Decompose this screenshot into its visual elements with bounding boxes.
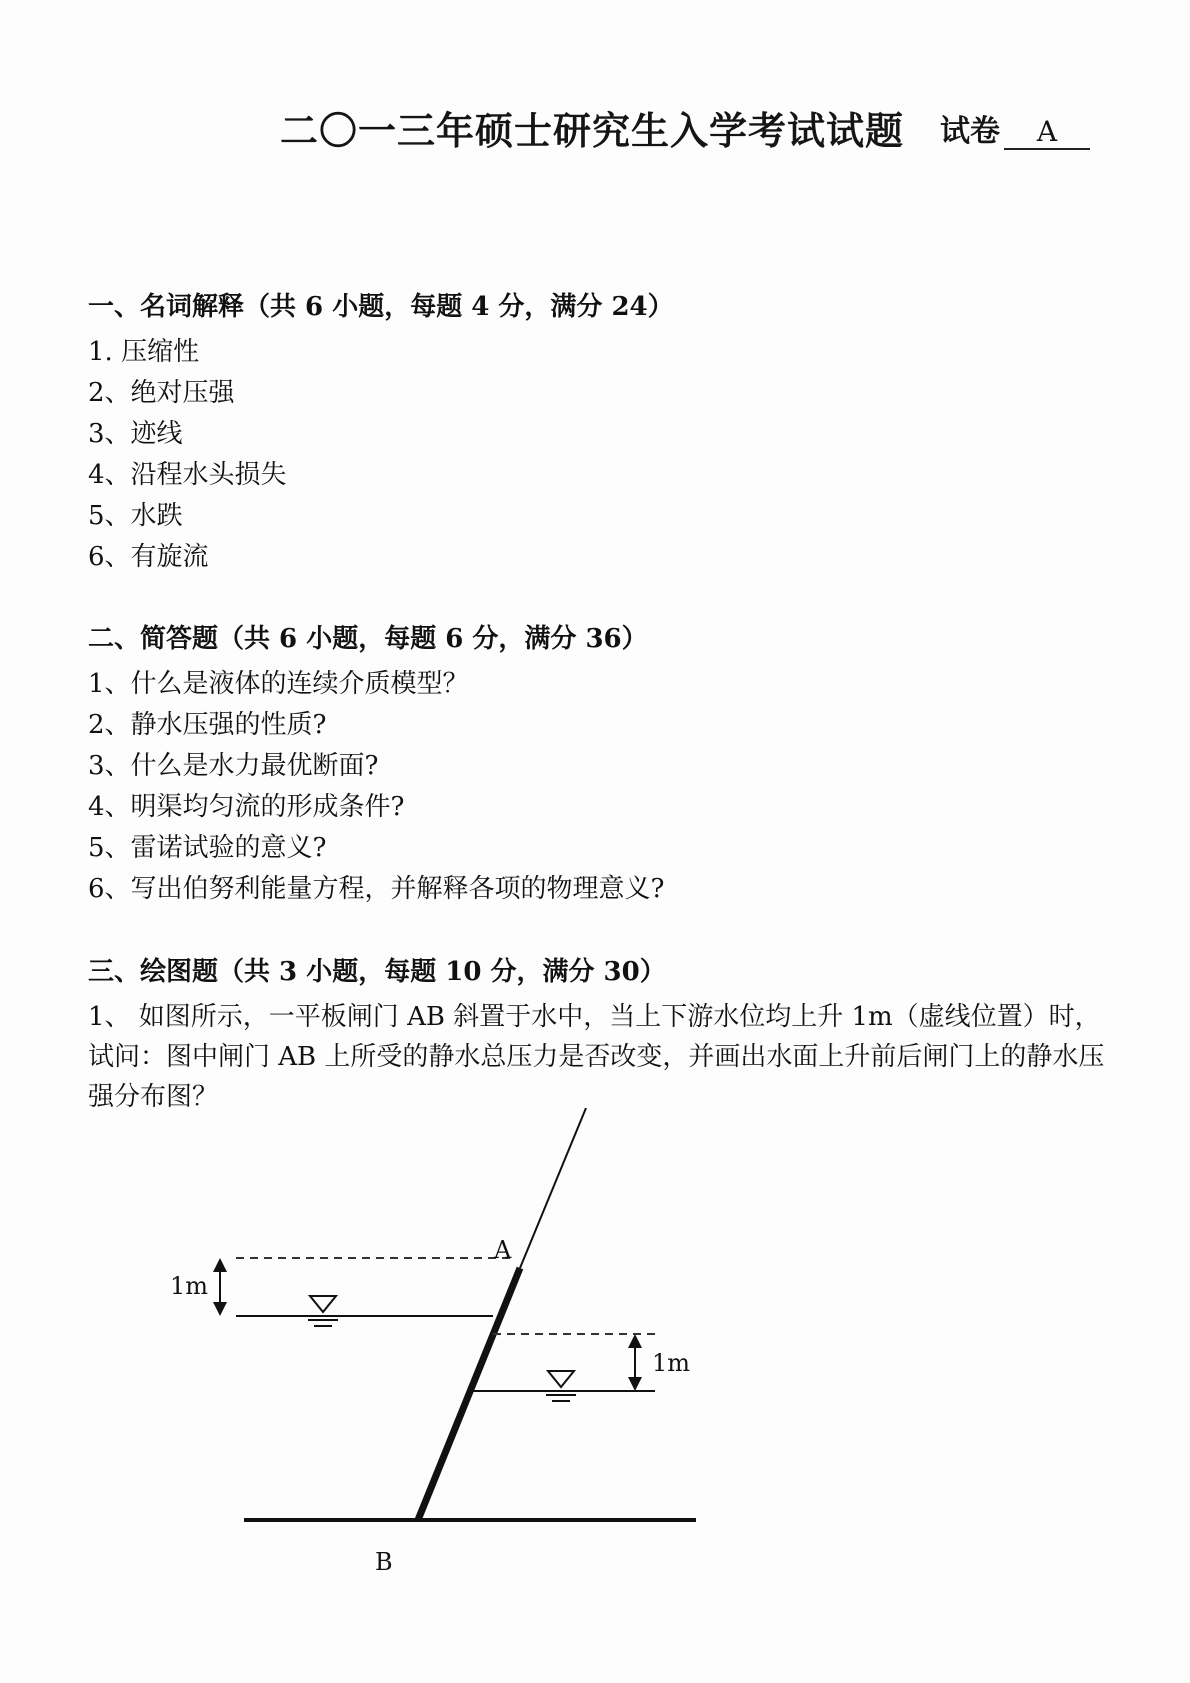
question-item: 6、写出伯努利能量方程，并解释各项的物理意义? — [88, 874, 665, 904]
question-item: 1、什么是液体的连续介质模型？ — [88, 669, 469, 699]
question-item: 3、什么是水力最优断面? — [88, 751, 379, 781]
section-heading: 一、名词解释（共 6 小题，每题 4 分，满分 24） — [88, 292, 674, 322]
section-short-answers — [88, 622, 1108, 910]
question-item: 1. 压缩性 — [88, 337, 200, 367]
paper-label: 试卷 — [940, 114, 1000, 149]
gate-ab — [418, 1268, 520, 1520]
gate-figure — [160, 1108, 760, 1608]
section-heading: 二、简答题（共 6 小题，每题 6 分，满分 36） — [88, 624, 648, 654]
section-definitions — [88, 290, 1108, 578]
question-paragraph: 1、 如图所示，一平板闸门 AB 斜置于水中，当上下游水位均上升 1m（虚线位置）时，试问：图中闸门 AB 上所受的静水总压力是否改变，并画出水面上升前后闸门上的静水压强分布图？ — [88, 1002, 1105, 1112]
water-level-symbol-icon — [546, 1371, 576, 1401]
paper-code: A — [1004, 115, 1090, 150]
gate-extension-line — [520, 1108, 586, 1268]
paper-label-group — [940, 106, 1090, 150]
label-downstream-rise: 1m — [652, 1349, 691, 1377]
label-upstream-rise: 1m — [170, 1272, 209, 1300]
arrow-double-icon — [628, 1334, 642, 1391]
section-drawing — [88, 955, 1108, 1117]
exam-title: 二〇一三年硕士研究生入学考试试题 — [280, 108, 905, 153]
label-a: A — [494, 1236, 512, 1264]
gate-diagram — [160, 1108, 760, 1608]
question-item: 2、静水压强的性质? — [88, 710, 327, 740]
label-b: B — [375, 1548, 393, 1576]
question-item: 5、雷诺试验的意义? — [88, 833, 327, 863]
exam-header — [0, 100, 1190, 160]
question-item: 4、明渠均匀流的形成条件? — [88, 792, 405, 822]
question-item: 2、绝对压强 — [88, 378, 235, 408]
question-item: 3、迹线 — [88, 419, 183, 449]
question-item: 4、沿程水头损失 — [88, 460, 287, 490]
question-item: 6、有旋流 — [88, 542, 209, 572]
water-level-symbol-icon — [308, 1296, 338, 1326]
question-item: 5、水跌 — [88, 501, 183, 531]
arrow-double-icon — [213, 1258, 227, 1316]
section-heading: 三、绘图题（共 3 小题，每题 10 分，满分 30） — [88, 957, 666, 987]
